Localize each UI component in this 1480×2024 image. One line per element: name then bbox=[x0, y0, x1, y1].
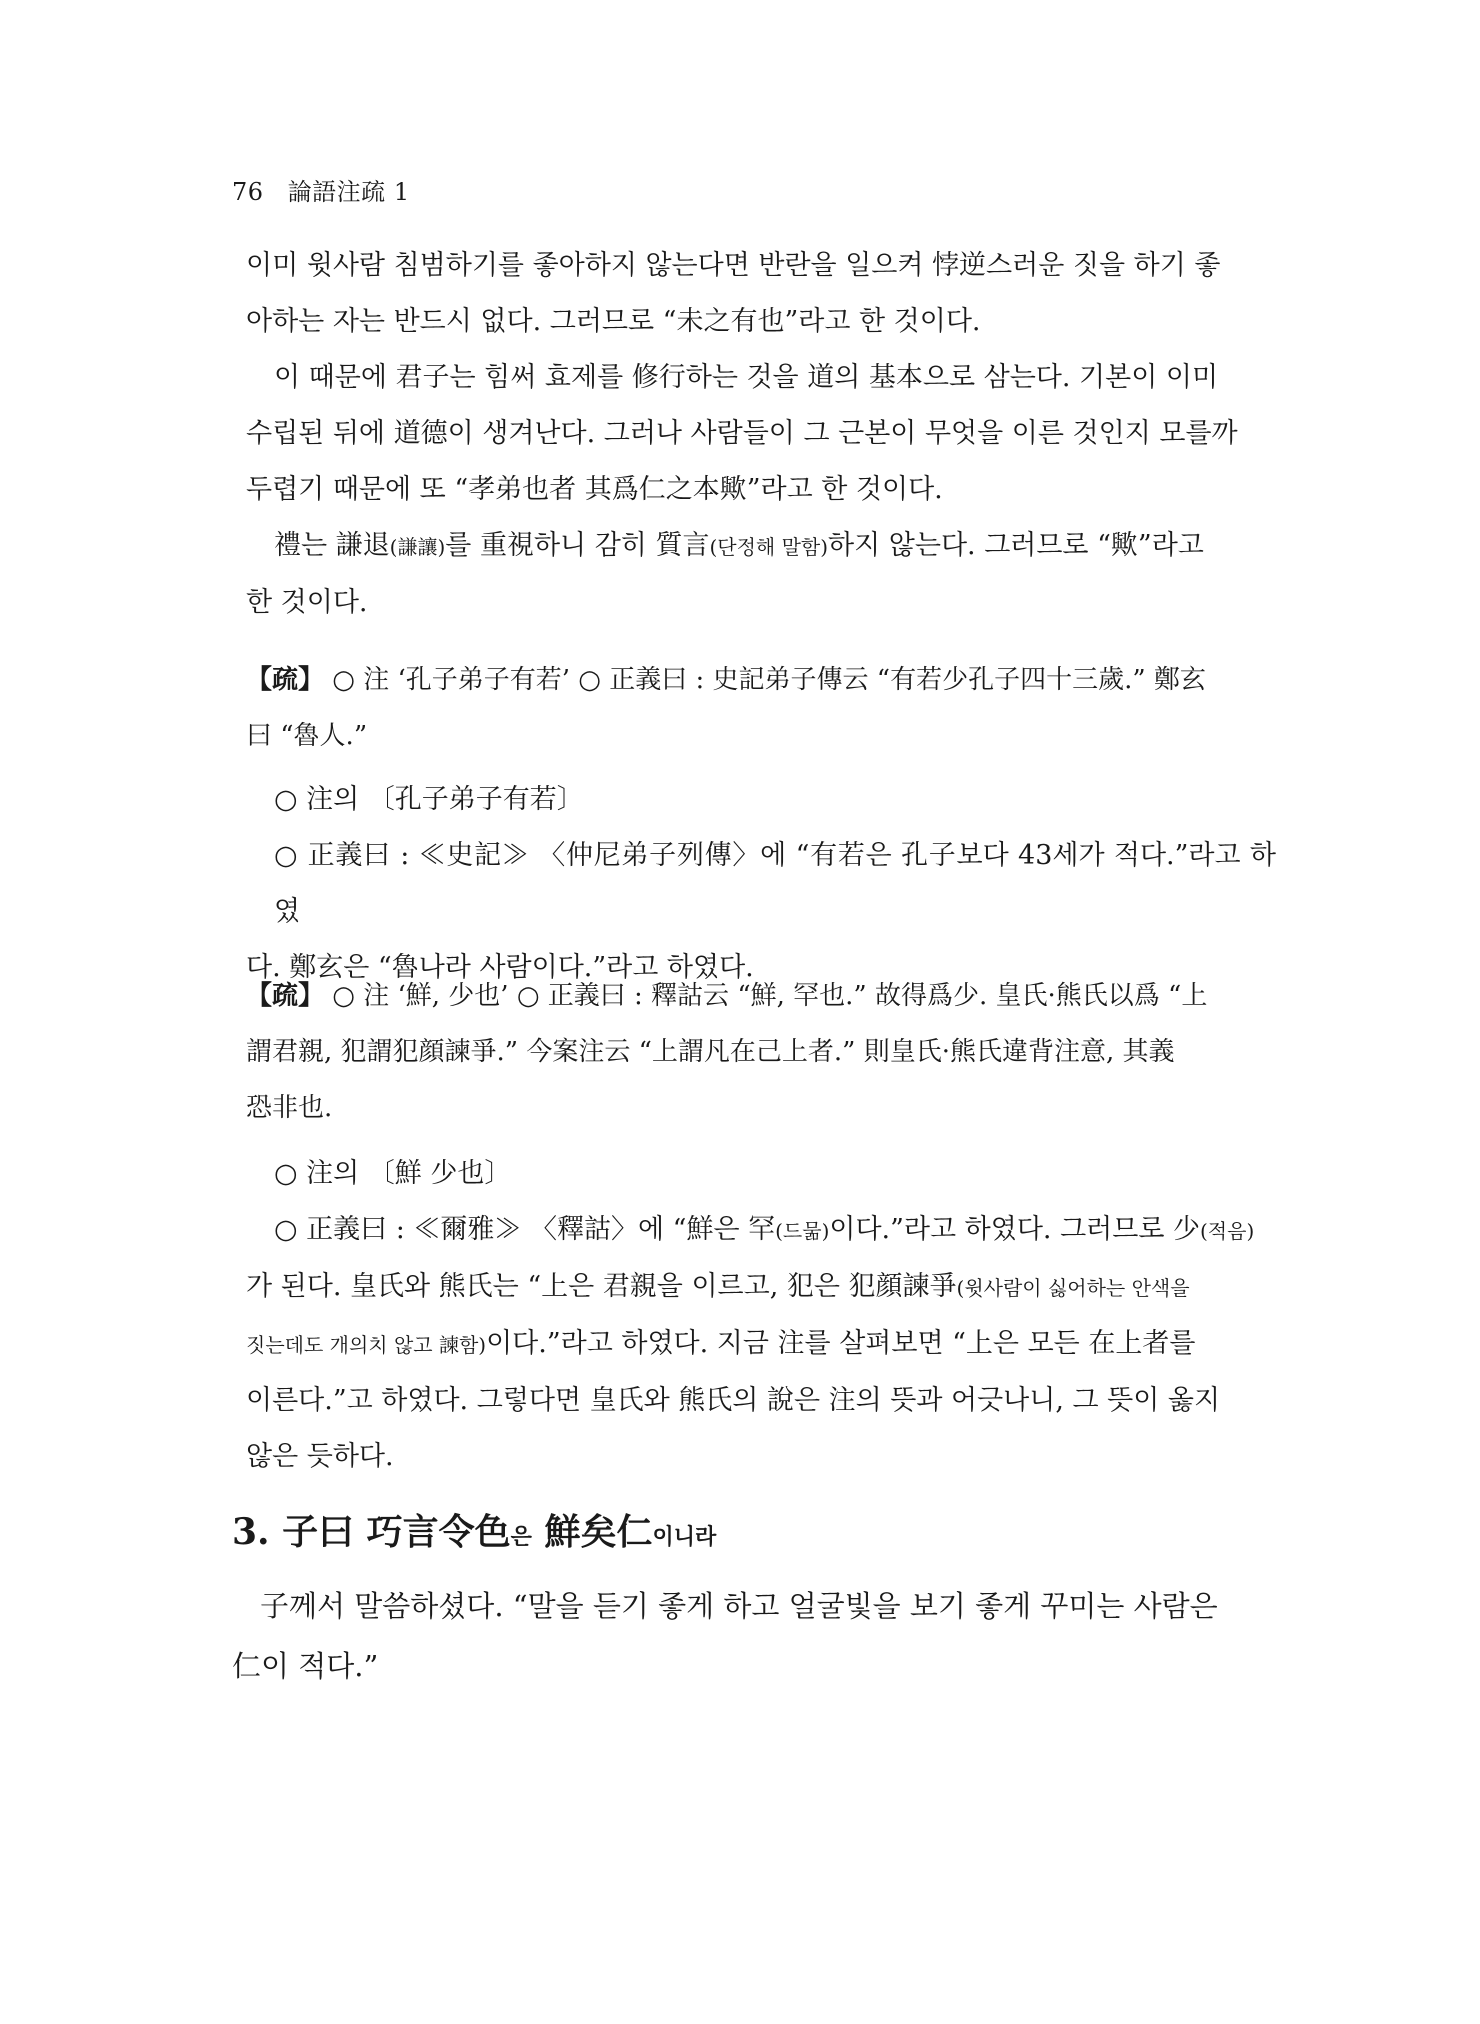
section-number: 3. bbox=[232, 1511, 270, 1553]
section-heading bbox=[232, 1504, 716, 1555]
commentary-mark: 【疏】 bbox=[246, 981, 325, 1011]
text-run: ○ 正義曰 : ≪爾雅≫ 〈釋詁〉에 “鮮은 罕 bbox=[274, 1214, 776, 1245]
gloss-note: (적음) bbox=[1200, 1219, 1255, 1243]
text-line bbox=[246, 518, 1276, 575]
gloss-note: (단정해 말함) bbox=[709, 535, 829, 559]
text-line: 이 때문에 君子는 힘써 효제를 修行하는 것을 道의 基本으로 삼는다. 기본이 이미 bbox=[274, 362, 1219, 393]
heading-text: 子曰 巧言令色 bbox=[269, 1511, 511, 1553]
gloss-note: (드묾) bbox=[775, 1219, 830, 1243]
text-line: 仁이 적다.” bbox=[232, 1649, 379, 1683]
gloss-note: (윗사람이 싫어하는 안색을 bbox=[956, 1276, 1190, 1300]
gloss-note: 짓는데도 개의치 않고 諫함) bbox=[246, 1333, 487, 1357]
text-line bbox=[246, 1202, 1276, 1259]
commentary-line bbox=[246, 652, 1276, 708]
commentary-1-translation bbox=[246, 772, 1276, 996]
text-line: 한 것이다. bbox=[246, 587, 368, 618]
heading-particle: 은 bbox=[510, 1524, 532, 1550]
commentary-line bbox=[246, 968, 1276, 1024]
text-run: ○ 注 ‘孔子弟子有若’ ○ 正義曰 : 史記弟子傳云 “有若少孔子四十三歲.” 鄭玄 bbox=[324, 665, 1206, 695]
text-line bbox=[246, 1259, 1276, 1316]
text-line: 않은 듯하다. bbox=[246, 1441, 394, 1472]
text-run: 가 된다. 皇氏와 熊氏는 “上은 君親을 이르고, 犯은 犯顔諫爭 bbox=[246, 1271, 957, 1302]
book-title: 論語注疏 1 bbox=[287, 178, 410, 206]
text-line: 이미 윗사람 침범하기를 좋아하지 않는다면 반란을 일으켜 悖逆스러운 짓을 하기 좋 bbox=[246, 250, 1221, 281]
gloss-note: (謙讓) bbox=[389, 535, 446, 559]
text-line: 수립된 뒤에 道德이 생겨난다. 그러나 사람들이 그 근본이 무엇을 이른 것인지 모를까 bbox=[246, 418, 1238, 449]
text-line: 다. 鄭玄은 “魯나라 사람이다.”라고 하였다. bbox=[246, 952, 754, 983]
commentary-line: 曰 “魯人.” bbox=[246, 721, 368, 751]
text-run: ○ 注 ‘鮮, 少也’ ○ 正義曰 : 釋詁云 “鮮, 罕也.” 故得爲少. 皇氏·熊氏以爲 “上 bbox=[324, 981, 1208, 1011]
commentary-line: 謂君親, 犯謂犯顔諫爭.” 今案注云 “上謂凡在己上者.” 則皇氏·熊氏違背注意, 其義 bbox=[246, 1037, 1175, 1067]
text-run: 禮는 謙退 bbox=[274, 530, 390, 561]
running-header bbox=[232, 172, 410, 207]
heading-particle: 이니라 bbox=[652, 1524, 717, 1550]
text-line: 子께서 말씀하셨다. “말을 듣기 좋게 하고 얼굴빛을 보기 좋게 꾸미는 사람은 bbox=[260, 1589, 1218, 1623]
section-translation bbox=[232, 1576, 1276, 1696]
text-line: ○ 正義曰 : ≪史記≫ 〈仲尼弟子列傳〉에 “有若은 孔子보다 43세가 적다.”라고 하였 bbox=[274, 840, 1276, 927]
commentary-2-translation bbox=[246, 1146, 1276, 1485]
subheading: ○ 注의 〔孔子弟子有若〕 bbox=[274, 784, 584, 815]
heading-text: 鮮矣仁 bbox=[531, 1511, 653, 1553]
text-run: 하지 않는다. 그러므로 “歟”라고 bbox=[828, 530, 1204, 561]
text-run: 를 重視하니 감히 質言 bbox=[445, 530, 710, 561]
text-line bbox=[246, 1316, 1276, 1373]
text-line: 아하는 자는 반드시 없다. 그러므로 “未之有也”라고 한 것이다. bbox=[246, 306, 981, 337]
commentary-1 bbox=[246, 652, 1276, 764]
page-number: 76 bbox=[232, 178, 264, 206]
text-line: 두렵기 때문에 또 “孝弟也者 其爲仁之本歟”라고 한 것이다. bbox=[246, 474, 943, 505]
paragraph-2 bbox=[246, 350, 1276, 518]
paragraph-1 bbox=[246, 238, 1276, 350]
commentary-line: 恐非也. bbox=[246, 1093, 333, 1123]
subheading: ○ 注의 〔鮮 少也〕 bbox=[274, 1158, 512, 1189]
text-run: 이다.”라고 하였다. 그러므로 少 bbox=[829, 1214, 1200, 1245]
commentary-2 bbox=[246, 968, 1276, 1136]
commentary-mark: 【疏】 bbox=[246, 665, 325, 695]
text-line: 이른다.”고 하였다. 그렇다면 皇氏와 熊氏의 說은 注의 뜻과 어긋나니, 그 뜻이 옳지 bbox=[246, 1385, 1221, 1416]
text-run: 이다.”라고 하였다. 지금 注를 살펴보면 “上은 모든 在上者를 bbox=[486, 1328, 1196, 1359]
paragraph-3 bbox=[246, 518, 1276, 631]
